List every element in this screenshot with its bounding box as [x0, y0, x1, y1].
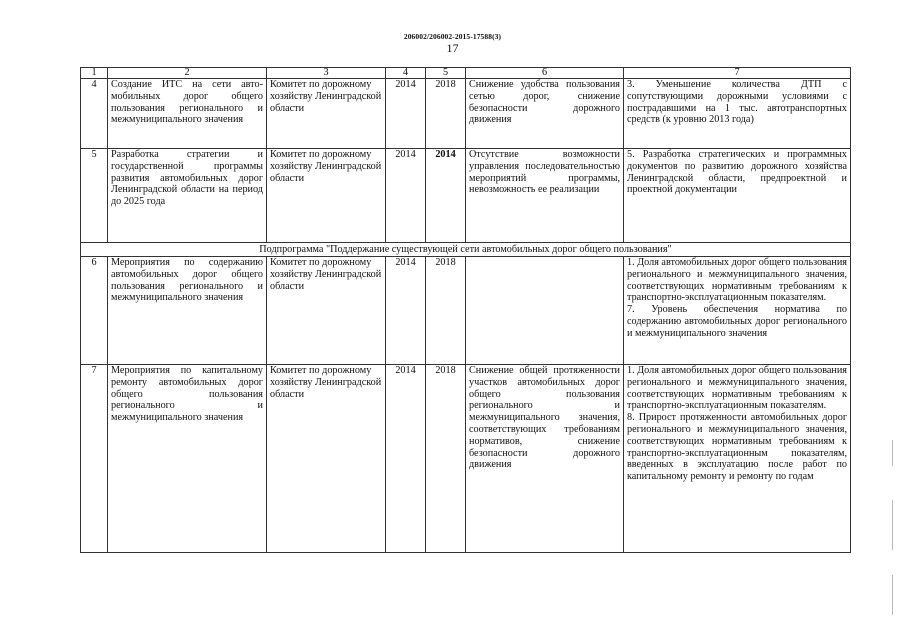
indicator-item: 5. Разработка стратегических и программных документов по развитию дорожного хозяйства Ленинградской области, предпроектной и проектной документации	[627, 149, 847, 196]
scan-edge-mark	[892, 575, 893, 615]
consequence-cell	[466, 257, 624, 365]
end-year-cell: 2018	[426, 257, 466, 365]
end-year-cell: 2018	[426, 79, 466, 149]
indicator-item: 1. Доля автомобильных дорог общего пользования регионального и межмуниципального значения, соответствующих нормативным требованиям к транспортно-эксплуатационным показателям.	[627, 365, 847, 412]
end-year-cell: 2018	[426, 365, 466, 553]
executor-cell: Комитет по дорожному хозяйству Ленинградской области	[267, 365, 386, 553]
consequence-cell: Отсутствие возможности управления последовательностью мероприятий программы, невозможность ее реализации	[466, 149, 624, 243]
column-header: 5	[426, 68, 466, 79]
indicators-cell	[624, 79, 851, 149]
indicator-item: 7. Уровень обеспечения норматива по содержанию автомобильных дорог регионального и межмуниципального значения	[627, 304, 847, 339]
row-number: 5	[81, 149, 108, 243]
scan-edge-mark	[892, 500, 893, 550]
indicator-item: 3. Уменьшение количества ДТП с сопутствующими дорожными условиями с пострадавшими на 1 тыс. автотранспортных средств (к уровню 2013 года)	[627, 79, 847, 126]
start-year-cell: 2014	[386, 149, 426, 243]
indicator-item: 8. Прирост протяженности автомобильных дорог регионального и межмуниципального значения, соответствующих нормативным требованиям к транспортно-эксплуатационным показателям, введенных в эксплуатацию после работ по капитальному ремонту и ремонту по годам	[627, 412, 847, 483]
start-year-cell: 2014	[386, 257, 426, 365]
document-id: 206002/206002-2015-17588(3)	[403, 32, 502, 41]
measure-cell: Создание ИТС на сети авто-мобильных дорог общего пользования регионального и межмуниципального значения	[108, 79, 267, 149]
end-year-value: 2014	[435, 149, 456, 160]
column-header: 7	[624, 68, 851, 79]
start-year-cell: 2014	[386, 79, 426, 149]
column-header: 3	[267, 68, 386, 79]
table-row	[81, 365, 851, 553]
consequence-cell: Снижение общей протяженности участков автомобильных дорог общего пользования регионального и межмуниципального значения, соответствующих требованиям нормативов, снижение безопасности дорожного движения	[466, 365, 624, 553]
indicators-cell	[624, 257, 851, 365]
row-number: 7	[81, 365, 108, 553]
table-row	[81, 149, 851, 243]
indicator-item: 1. Доля автомобильных дорог общего пользования регионального и межмуниципального значения, соответствующих нормативным требованиям к транспортно-эксплуатационным показателям.	[627, 257, 847, 304]
measures-table	[80, 67, 851, 553]
consequence-cell: Снижение удобства пользования сетью дорог, снижение безопасности дорожного движения	[466, 79, 624, 149]
table-row	[81, 79, 851, 149]
column-header: 6	[466, 68, 624, 79]
executor-cell: Комитет по дорожному хозяйству Ленинградской области	[267, 79, 386, 149]
start-year-cell: 2014	[386, 365, 426, 553]
row-number: 4	[81, 79, 108, 149]
column-header: 1	[81, 68, 108, 79]
table-row	[81, 257, 851, 365]
column-header: 2	[108, 68, 267, 79]
scan-edge-mark	[892, 440, 893, 466]
executor-cell: Комитет по дорожному хозяйству Ленинградской области	[267, 149, 386, 243]
executor-cell: Комитет по дорожному хозяйству Ленинградской области	[267, 257, 386, 365]
column-header: 4	[386, 68, 426, 79]
indicators-cell	[624, 365, 851, 553]
measure-cell: Мероприятия по содержанию автомобильных дорог общего пользования регионального и межмуниципального значения	[108, 257, 267, 365]
row-number: 6	[81, 257, 108, 365]
page-number: 17	[446, 41, 459, 55]
subprogram-row	[81, 243, 851, 257]
column-number-row	[81, 68, 851, 79]
indicators-cell	[624, 149, 851, 243]
measure-cell: Разработка стратегии и государственной программы развития автомобильных дорог Ленинградской области на период до 2025 года	[108, 149, 267, 243]
measure-cell: Мероприятия по капитальному ремонту автомобильных дорог общего пользования регионального и межмуниципального значения	[108, 365, 267, 553]
end-year-cell	[426, 149, 466, 243]
subprogram-title: Подпрограмма "Поддержание существующей сети автомобильных дорог общего пользования"	[81, 243, 851, 257]
